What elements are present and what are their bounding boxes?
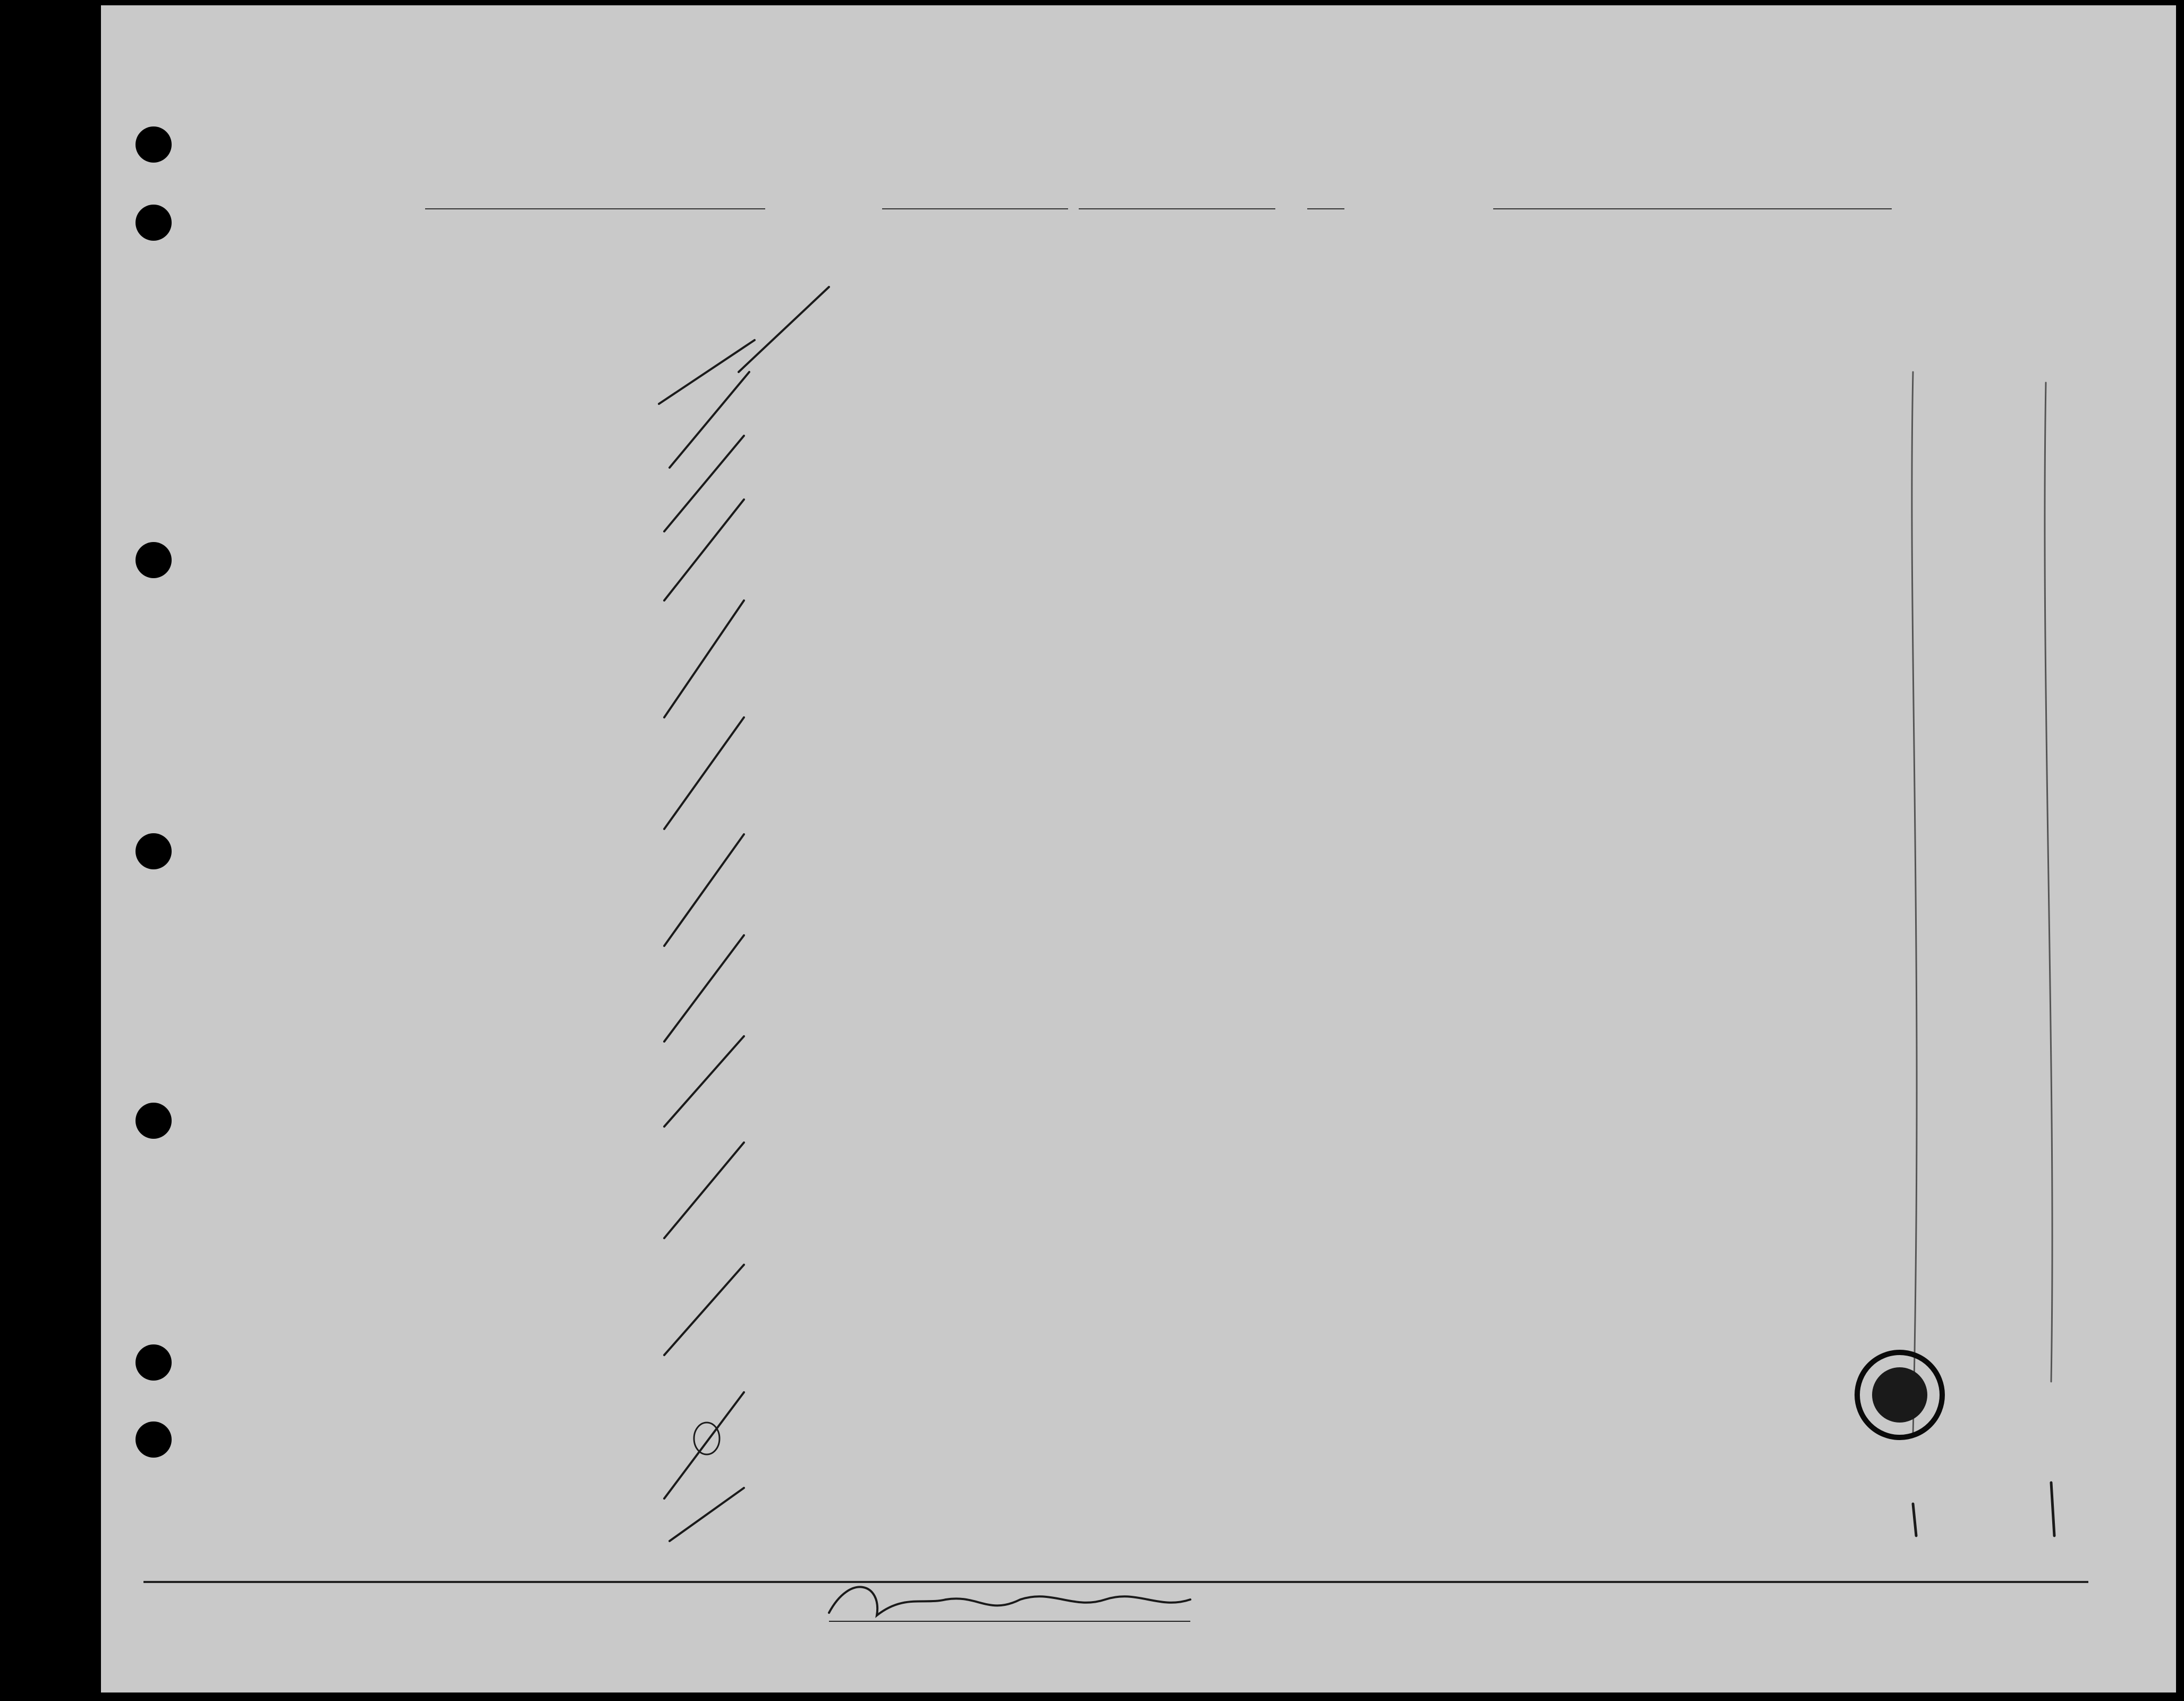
punch-hole <box>136 126 172 163</box>
punch-hole <box>136 205 172 241</box>
punch-hole <box>136 1421 172 1458</box>
punch-hole <box>136 1103 172 1139</box>
manifest-sheet <box>101 5 2176 1692</box>
punch-hole <box>136 833 172 869</box>
punch-hole <box>136 542 172 578</box>
punch-hole <box>136 1344 172 1381</box>
